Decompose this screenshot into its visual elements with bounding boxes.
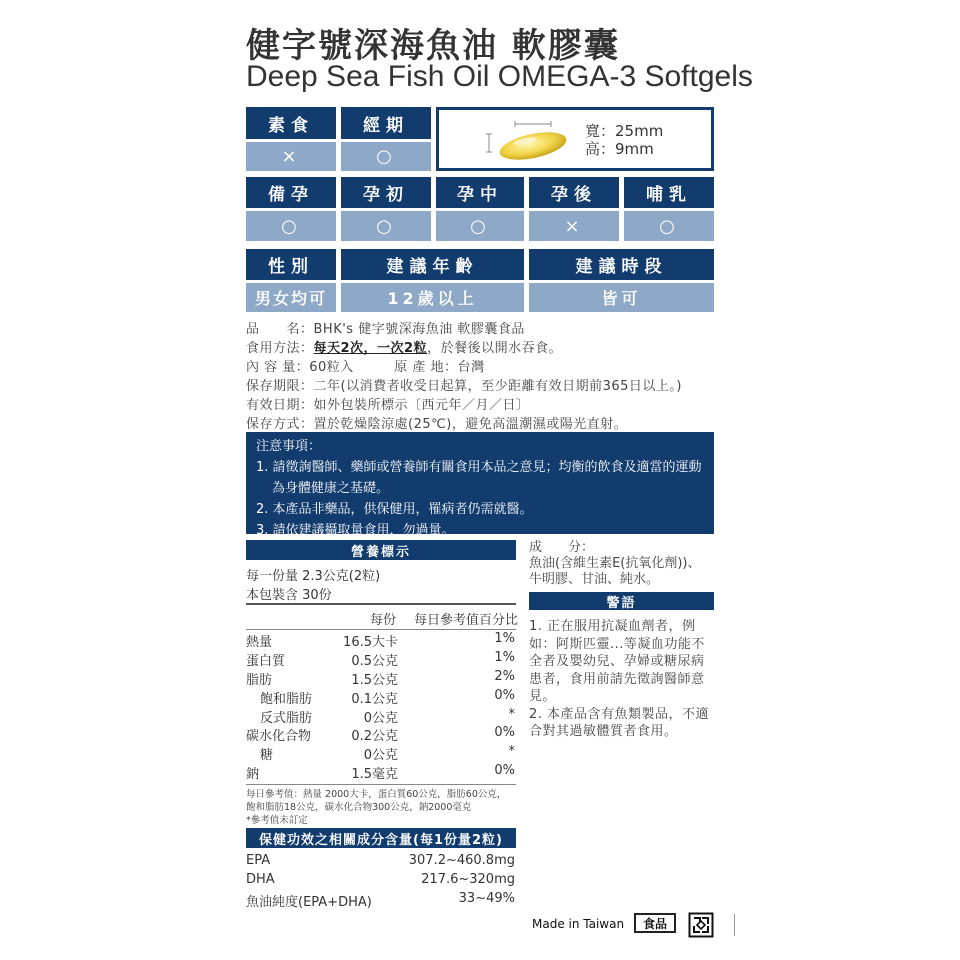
made-in-taiwan: Made in Taiwan [532, 917, 625, 931]
nutrient-dv: 0% [494, 725, 515, 740]
nutrient-name: 反式脂肪 [260, 711, 313, 726]
time-header: 建議時段 [529, 249, 714, 280]
age-header: 建議年齡 [341, 249, 524, 280]
nutrient-name: 蛋白質 [246, 654, 286, 669]
title-en: Deep Sea Fish Oil OMEGA-3 Softgels [246, 60, 753, 93]
nutrition-divider [246, 784, 516, 785]
gender-header: 性別 [246, 249, 336, 280]
serving-size: 每一份量 2.3公克(2粒) [246, 569, 381, 584]
functional-name: 魚油純度(EPA+DHA) [246, 895, 372, 910]
storage-method: 保存方式：置於乾燥陰涼處(25℃)，避免高溫潮濕或陽光直射。 [246, 417, 628, 432]
usage-bold: 每天2次，一次2粒 [313, 341, 428, 356]
nutrition-divider [246, 603, 516, 605]
warning-item-2: 2. 本產品含有魚類製品，不適合對其過敏體質者食用。 [529, 706, 710, 739]
notice-item-1: 1. 請徵詢醫師、藥師或營養師有關食用本品之意見；均衡的飲食及適當的運動 [256, 460, 702, 475]
functional-name: EPA [246, 853, 271, 868]
col-per-serving: 每份 [370, 613, 397, 628]
title-zh: 健字號深海魚油 軟膠囊 [246, 26, 620, 66]
functional-name: DHA [246, 872, 275, 887]
pregnancy-header-2: 孕中 [436, 177, 524, 208]
servings-per-package: 本包裝含 30份 [246, 588, 332, 603]
nutrition-title: 營養標示 [246, 540, 516, 560]
age-value: 12歲以上 [341, 283, 524, 312]
nutrient-dv: * [508, 744, 515, 759]
pregnancy-value-4: ○ [624, 211, 714, 241]
nutrient-value: 16.5大卡 [343, 635, 398, 650]
nutrition-divider [246, 629, 516, 630]
nutrient-name: 脂肪 [246, 673, 273, 688]
ingredients-title: 成 分： [529, 540, 595, 555]
nutrient-value: 0公克 [363, 748, 398, 763]
notice-box [246, 432, 714, 538]
nutrient-dv: 0% [494, 763, 515, 778]
vegetarian-value: × [246, 142, 336, 171]
nutrient-value: 0公克 [363, 711, 398, 726]
pregnancy-value-3: × [529, 211, 619, 241]
nutrient-dv: 0% [494, 688, 515, 703]
softgel-capsule-icon [485, 120, 575, 164]
capsule-size-box [436, 107, 714, 171]
footer-divider [734, 914, 735, 936]
warning-title: 警語 [529, 592, 714, 610]
capsule-width: 寬：25mm [585, 122, 664, 140]
nutrient-name: 碳水化合物 [246, 729, 312, 744]
usage-directions [246, 337, 562, 356]
pregnancy-header-0: 備孕 [246, 177, 336, 208]
nutrient-dv: 1% [494, 631, 515, 646]
warning-text [529, 618, 715, 741]
notice-item-2: 2. 本產品非藥品，供保健用，罹病者仍需就醫。 [256, 502, 533, 517]
pregnancy-header-1: 孕初 [341, 177, 431, 208]
pregnancy-header-4: 哺乳 [624, 177, 714, 208]
content-origin: 內 容 量：60粒入 原 產 地：台灣 [246, 360, 485, 375]
nutrient-name: 鈉 [246, 767, 260, 782]
pregnancy-header-3: 孕後 [529, 177, 619, 208]
notice-item-1-cont: 為身體健康之基礎。 [272, 481, 390, 496]
warning-item-1: 1. 正在服用抗凝血劑者，例如：阿斯匹靈...等凝血功能不全者及嬰幼兒、孕婦或糖尿病患者，食用前請先徵詢醫師意見。 [529, 619, 705, 704]
food-badge: 食品 [634, 913, 676, 933]
nutrient-value: 0.2公克 [351, 729, 398, 744]
nutrient-name: 飽和脂肪 [260, 692, 313, 707]
capsule-dimensions [585, 122, 663, 158]
expiry-date: 有效日期：如外包裝所標示〔西元年／月／日〕 [246, 398, 530, 413]
daily-value-note-3: *參考值未訂定 [246, 815, 308, 826]
notice-item-3: 3. 請依建議攝取量食用，勿過量。 [256, 523, 455, 538]
ingredients-line-2: 牛明膠、甘油、純水。 [529, 572, 660, 587]
col-daily-value: 每日參考值百分比 [414, 613, 519, 628]
notice-title: 注意事項： [256, 439, 322, 454]
nutrient-name: 熱量 [246, 635, 273, 650]
pregnancy-value-2: ○ [436, 211, 524, 241]
product-name: 品 名：BHK's 健字號深海魚油 軟膠囊食品 [246, 322, 525, 337]
usage-suffix: ，於餐後以開水吞食。 [427, 341, 563, 356]
daily-value-note-2: 飽和脂肪18公克，碳水化合物300公克，鈉2000毫克 [246, 802, 472, 813]
nutrient-value: 0.1公克 [351, 692, 398, 707]
pregnancy-value-0: ○ [246, 211, 336, 241]
menstrual-header: 經期 [341, 107, 431, 139]
menstrual-value: ○ [341, 142, 431, 171]
nutrient-value: 1.5毫克 [351, 767, 398, 782]
functional-value: 307.2~460.8mg [408, 853, 515, 868]
functional-title: 保健功效之相關成分含量(每1份量2粒) [246, 828, 516, 848]
time-value: 皆可 [529, 283, 714, 312]
capsule-height: 高：9mm [585, 140, 654, 158]
ingredients-line-1: 魚油(含維生素E(抗氧化劑))、 [529, 556, 701, 571]
shelf-life: 保存期限：二年(以消費者收受日起算，至少距離有效日期前365日以上。) [246, 379, 682, 394]
functional-value: 217.6~320mg [421, 872, 515, 887]
nutrient-value: 0.5公克 [351, 654, 398, 669]
nutrient-value: 1.5公克 [351, 673, 398, 688]
pregnancy-value-1: ○ [341, 211, 431, 241]
recycle-symbol-icon [688, 912, 714, 938]
vegetarian-header: 素食 [246, 107, 336, 139]
nutrient-dv: 2% [494, 669, 515, 684]
nutrient-dv: 1% [494, 650, 515, 665]
daily-value-note-1: 每日參考值：熱量 2000大卡，蛋白質60公克，脂肪60公克， [246, 789, 507, 800]
gender-value: 男女均可 [246, 283, 336, 312]
functional-value: 33~49% [458, 891, 515, 906]
nutrient-name: 糖 [260, 748, 274, 763]
usage-prefix: 食用方法： [246, 341, 314, 356]
nutrient-dv: * [508, 707, 515, 722]
